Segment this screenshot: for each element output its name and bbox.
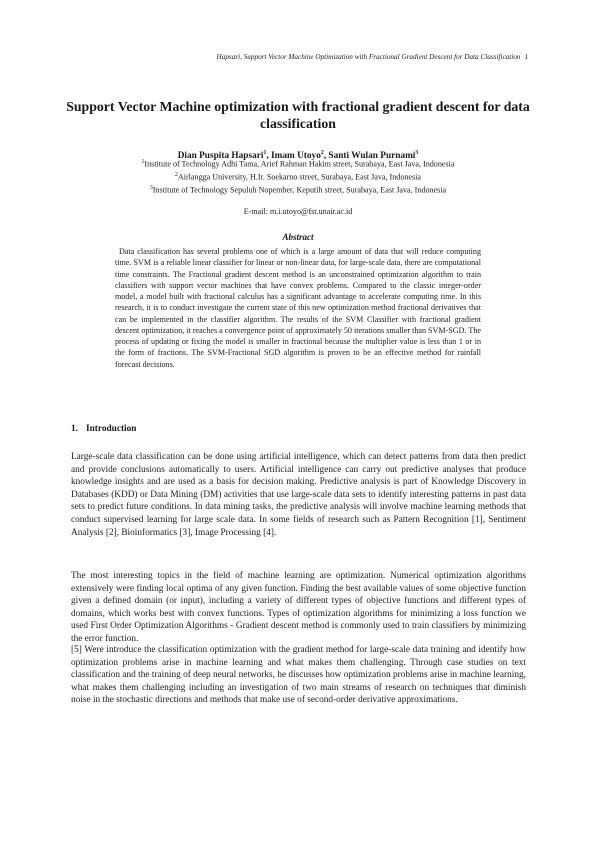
affiliation	[60, 157, 536, 170]
affiliation	[60, 170, 536, 183]
paper-title: Support Vector Machine optimization with fractional gradient descent for data classification	[66, 99, 530, 131]
author-affiliation-mark: 3	[415, 150, 419, 156]
section-number: 1.	[71, 424, 78, 434]
body-paragraph: Large-scale data classification can be done using artificial intelligence, which can detect patterns from data then predict and provide conclusions automatically to users. Artificial intelligence can carry out predictive analyses that produce knowledge insights and are used as a basis for decision making. Predictive analysis is part of Knowledge Discovery in Databases (KDD) or Data Mining (DM) activities that use large-scale data sets to identify interesting patterns in past data sets to predict future conditions. In data mining tasks, the predictive analysis will involve machine learning methods that conduct supervised learning for large scale data. In some fields of research such as Pattern Recognition [1], Sentiment Analysis [2], Bioinformatics [3], Image Processing [4].	[71, 452, 526, 538]
section-title: Introduction	[85, 424, 137, 434]
page-number: 1	[524, 53, 528, 61]
author-separator: ,	[266, 151, 272, 162]
author-name: Santi Wulan Purnami	[328, 151, 416, 162]
section-heading-introduction	[71, 423, 471, 435]
affiliation-text: Institute of Technology Adhi Tama, Arief Rahman Hakim street, Surabaya, East Java, Indonesia	[144, 159, 455, 169]
running-title: Hapsari, Support Vector Machine Optimization with Fractional Gradient Descent for Data Classification	[216, 53, 521, 61]
author-affiliation-mark: 1	[263, 150, 267, 156]
author-separator: ,	[323, 151, 329, 162]
affiliation-mark: 2	[174, 171, 178, 178]
body-paragraph: The most interesting topics in the field of machine learning are optimization. Numerical optimization algorithms extensively were finding local optima of any given function. Finding the best available values of some objective function given a defined domain (or input), including a variety of different types of objective functions and different types of domains, which works best with convex functions. Types of optimization algorithms for minimizing a loss function we used First Order Optimization Algorithms - Gradient descent method is commonly used to train classifiers by minimizing the error function.	[71, 571, 526, 644]
affiliation-mark: 3	[149, 184, 153, 191]
affiliation-list	[60, 157, 536, 196]
abstract-text: Data classification has several problems one of which is a large amount of data that will reduce computing time. SVM is a reliable linear classifier for linear or non-linear data, for large-scale data, there are computational time constraints. The Fractional gradient descent method is an unconstrained optimization algorithm to train classifiers with support vector machines that have convex problems. Compared to the classic integer-order model, a model built with fractional calculus has a significant advantage to accelerate computing time. In this research, it is to conduct investigate the current state of this new optimization method fractional derivatives that can be implemented in the classifier algorithm. The results of the SVM Classifier with fractional gradient descent optimization, it reaches a convergence point of approximately 50 iterations smaller than SVM-SGD. The process of updating or fixing the model is smaller in fractional because the multiplier value is less than 1 or in the form of fractions. The SVM-Fractional SGD algorithm is proven to be an effective method for rainfall forecast decisions.	[115, 247, 481, 369]
body-paragraph: [5] Were introduce the classification optimization with the gradient method for large-scale data training and identify how optimization problems arise in machine learning and what makes them challenging. Through case studies on text classification and the training of deep neural networks, he discusses how optimization problems arise in machine learning, what makes them challenging including an investigation of two main streams of research on techniques that diminish noise in the stochastic directions and methods that make use of second-order derivative approximations.	[71, 645, 526, 706]
abstract-heading: Abstract	[282, 232, 314, 242]
affiliation-text: Airlangga University, H.Ir. Soekarno street, Surabaya, East Java, Indonesia	[177, 172, 422, 182]
author-affiliation-mark: 2	[320, 150, 324, 156]
affiliation	[60, 183, 536, 196]
affiliation-text: Institute of Technology Sepuluh Nopember, Keputih street, Surabaya, East Java, Indonesia	[152, 185, 447, 195]
author-name: Dian Puspita Hapsari	[177, 151, 264, 162]
running-header	[70, 53, 528, 62]
author-name: Imam Utoyo	[271, 151, 321, 162]
contact-email: E-mail: m.i.utoyo@fst.unair.ac.id	[243, 207, 353, 216]
affiliation-mark: 1	[141, 159, 145, 165]
